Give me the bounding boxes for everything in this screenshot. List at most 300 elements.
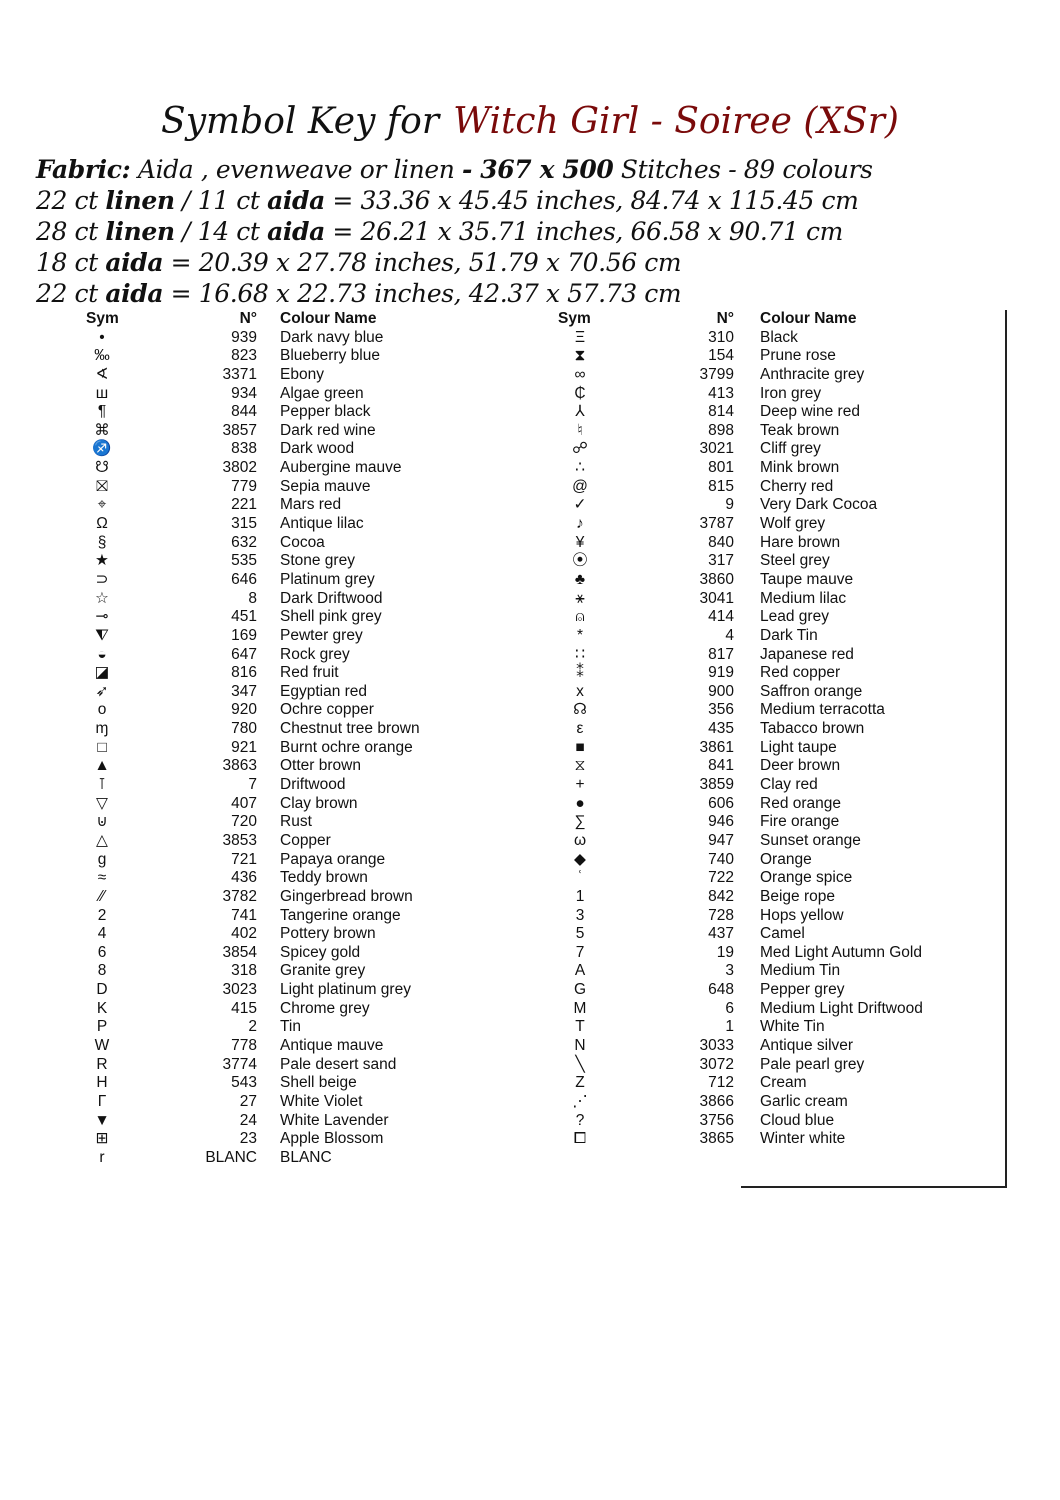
- dmc-number: 3866: [699, 1092, 734, 1110]
- colour-name: BLANC: [280, 1148, 332, 1166]
- size-line: [36, 216, 873, 247]
- symbol-glyph-icon: Ξ: [574, 328, 586, 346]
- colour-name: Pepper black: [280, 403, 371, 421]
- count: 18 ct: [36, 248, 106, 277]
- colour-name: Camel: [760, 925, 805, 943]
- colour-name: Aubergine mauve: [280, 459, 402, 477]
- dmc-number: 402: [231, 925, 257, 943]
- colour-name: Shell beige: [280, 1074, 357, 1092]
- size-line: [36, 247, 873, 278]
- size-line: [36, 185, 873, 216]
- fabric-label: Fabric:: [36, 155, 131, 184]
- symbol-glyph-icon: x: [576, 682, 584, 700]
- colour-name: Japanese red: [760, 645, 854, 663]
- dmc-number: 543: [231, 1074, 257, 1092]
- symbol-glyph-icon: ⛝: [96, 477, 108, 495]
- symbol-glyph-icon: P: [96, 1018, 108, 1036]
- dmc-number: 946: [708, 813, 734, 831]
- count: 22 ct: [36, 279, 106, 308]
- dmc-number: 647: [231, 645, 257, 663]
- colour-name: Medium lilac: [760, 589, 847, 607]
- dmc-number: 437: [708, 925, 734, 943]
- dmc-number: 169: [231, 626, 257, 644]
- symbol-glyph-icon: ⅄: [575, 403, 585, 421]
- dmc-number: 741: [231, 906, 257, 924]
- dmc-number: 606: [708, 794, 734, 812]
- dmc-number: 154: [708, 347, 734, 365]
- dmc-number: 3371: [222, 365, 257, 383]
- fabric-line: [36, 154, 873, 185]
- symbol-glyph-icon: ♐: [92, 440, 112, 458]
- symbol-glyph-icon: ⧠: [573, 1130, 587, 1148]
- colour-name: Cocoa: [280, 533, 325, 551]
- dmc-number: 815: [708, 477, 734, 495]
- symbol-glyph-icon: ⁑: [576, 664, 584, 682]
- dmc-number: 844: [231, 403, 257, 421]
- dmc-number: 840: [708, 533, 734, 551]
- symbol-glyph-icon: ∑: [574, 813, 586, 831]
- symbol-glyph-icon: ⊺: [97, 776, 107, 794]
- symbol-glyph-icon: □: [97, 738, 107, 756]
- colour-name: Tangerine orange: [280, 906, 401, 924]
- symbol-glyph-icon: 7: [575, 943, 585, 961]
- dmc-number: 842: [708, 887, 734, 905]
- colour-name: Antique lilac: [280, 515, 364, 533]
- dmc-number: 3802: [222, 459, 257, 477]
- symbol-glyph-icon: ■: [575, 738, 585, 756]
- symbol-glyph-icon: ⊍: [96, 813, 108, 831]
- separator: / 14 ct: [174, 217, 268, 246]
- separator: / 11 ct: [174, 186, 268, 215]
- colour-name: White Tin: [760, 1018, 825, 1036]
- colour-name: Stone grey: [280, 552, 355, 570]
- colour-name: Apple Blossom: [280, 1130, 384, 1148]
- colour-name: Pale pearl grey: [760, 1055, 865, 1073]
- dmc-number: 3861: [699, 738, 734, 756]
- symbol-glyph-icon: ∞: [574, 365, 586, 383]
- symbol-glyph-icon: ⊸: [95, 608, 109, 626]
- symbol-glyph-icon: △: [96, 831, 108, 849]
- colour-name: Cloud blue: [760, 1111, 835, 1129]
- colour-name: Sunset orange: [760, 831, 861, 849]
- page-title: [0, 96, 1060, 148]
- dmc-number: 740: [708, 850, 734, 868]
- dash: -: [462, 155, 481, 184]
- colour-name: Dark Driftwood: [280, 589, 383, 607]
- colour-name: Clay brown: [280, 794, 358, 812]
- dmc-number: 720: [231, 813, 257, 831]
- fabric-specs: [36, 154, 873, 309]
- symbol-glyph-icon: ♣: [574, 570, 586, 588]
- dmc-number: 817: [708, 645, 734, 663]
- dmc-number: 415: [231, 999, 257, 1017]
- dmc-number: 722: [708, 869, 734, 887]
- symbol-glyph-icon: ‰: [94, 347, 110, 365]
- colour-name: Dark Tin: [760, 626, 818, 644]
- colour-name: Red copper: [760, 664, 841, 682]
- colour-name: Steel grey: [760, 552, 830, 570]
- symbol-glyph-icon: ⋰: [572, 1092, 588, 1110]
- colour-name: Rust: [280, 813, 312, 831]
- colour-name: Egyptian red: [280, 682, 368, 700]
- dmc-number: 27: [239, 1092, 257, 1110]
- colour-name: Chestnut tree brown: [280, 720, 420, 738]
- dimensions: = 33.36 x 45.45 inches, 84.74 x 115.45 cm: [324, 186, 859, 215]
- dmc-number: 347: [231, 682, 257, 700]
- symbol-glyph-icon: 1: [575, 887, 585, 905]
- colour-name: Ebony: [280, 365, 324, 383]
- fabric-type: aida: [105, 248, 164, 277]
- symbol-glyph-icon: ☋: [95, 459, 109, 477]
- dmc-number: 3853: [222, 831, 257, 849]
- symbol-glyph-icon: W: [94, 1036, 110, 1054]
- header-colour-name: Colour Name: [760, 310, 857, 327]
- dmc-number: 646: [231, 570, 257, 588]
- colour-name: Pewter grey: [280, 626, 363, 644]
- symbol-glyph-icon: ¶: [97, 403, 107, 421]
- pattern-name: Witch Girl - Soiree (XSr): [453, 101, 899, 142]
- dimensions: = 26.21 x 35.71 inches, 66.58 x 90.71 cm: [324, 217, 843, 246]
- stitch-count: 367 x 500: [480, 155, 614, 184]
- fabric-type: linen: [105, 217, 175, 246]
- symbol-glyph-icon: 6: [97, 943, 107, 961]
- symbol-glyph-icon: ⦿: [572, 552, 588, 570]
- dmc-number: 3860: [699, 570, 734, 588]
- symbol-glyph-icon: ◒: [97, 645, 107, 663]
- dmc-number: 3072: [699, 1055, 734, 1073]
- dmc-number: 3854: [222, 943, 257, 961]
- dmc-number: 8: [248, 589, 257, 607]
- dmc-number: 317: [708, 552, 734, 570]
- size-line: [36, 278, 873, 309]
- symbol-glyph-icon: ☊: [573, 701, 587, 719]
- dmc-number: 19: [716, 943, 734, 961]
- dmc-number: 3023: [222, 981, 257, 999]
- dmc-number: 435: [708, 720, 734, 738]
- stitches-text: Stitches - 89 colours: [613, 155, 873, 184]
- colour-name: Pottery brown: [280, 925, 376, 943]
- colour-name: Medium Light Driftwood: [760, 999, 923, 1017]
- dmc-number: 898: [708, 421, 734, 439]
- colour-name: Pale desert sand: [280, 1055, 397, 1073]
- colour-name: Lead grey: [760, 608, 829, 626]
- colour-name: Blueberry blue: [280, 347, 380, 365]
- colour-name: Cream: [760, 1074, 807, 1092]
- count: 22 ct: [36, 186, 106, 215]
- symbol-glyph-icon: 4: [97, 925, 107, 943]
- symbol-glyph-icon: *: [576, 626, 584, 644]
- dmc-number: 3857: [222, 421, 257, 439]
- symbol-glyph-icon: ⁄⁄: [99, 887, 105, 905]
- symbol-glyph-icon: ♪: [576, 515, 584, 533]
- colour-name: Dark red wine: [280, 421, 376, 439]
- colour-name: Cherry red: [760, 477, 834, 495]
- symbol-glyph-icon: •: [99, 328, 105, 346]
- colour-name: Shell pink grey: [280, 608, 382, 626]
- symbol-glyph-icon: ⧨: [95, 626, 109, 644]
- colour-name: Med Light Autumn Gold: [760, 943, 922, 961]
- colour-name: Wolf grey: [760, 515, 826, 533]
- dmc-number: 900: [708, 682, 734, 700]
- colour-name: White Violet: [280, 1092, 363, 1110]
- colour-name: Beige rope: [760, 887, 835, 905]
- colour-name: Antique silver: [760, 1036, 854, 1054]
- dmc-number: 3033: [699, 1036, 734, 1054]
- dimensions: = 20.39 x 27.78 inches, 51.79 x 70.56 cm: [163, 248, 682, 277]
- header-number: N°: [239, 310, 257, 327]
- dmc-number: 7: [248, 776, 257, 794]
- colour-name: Very Dark Cocoa: [760, 496, 878, 514]
- dmc-number: 919: [708, 664, 734, 682]
- colour-name: White Lavender: [280, 1111, 389, 1129]
- colour-name: Cliff grey: [760, 440, 821, 458]
- symbol-glyph-icon: ∢: [95, 365, 109, 383]
- dmc-number: 934: [231, 384, 257, 402]
- colour-name: Sepia mauve: [280, 477, 371, 495]
- fabric-text: Aida , evenweave or linen: [130, 155, 462, 184]
- header-sym: Sym: [86, 310, 119, 327]
- symbol-glyph-icon: ▼: [94, 1111, 110, 1129]
- colour-name: Black: [760, 328, 798, 346]
- symbol-glyph-icon: ╲: [575, 1055, 585, 1073]
- symbol-glyph-icon: g: [97, 850, 107, 868]
- colour-name: Red fruit: [280, 664, 339, 682]
- symbol-glyph-icon: K: [96, 999, 108, 1017]
- dmc-number: 712: [708, 1074, 734, 1092]
- dimensions: = 16.68 x 22.73 inches, 42.37 x 57.73 cm: [163, 279, 682, 308]
- header-sym: Sym: [558, 310, 591, 327]
- fabric-type: aida: [267, 217, 325, 246]
- symbol-glyph-icon: ➶: [95, 682, 109, 700]
- colour-name: Teddy brown: [280, 869, 368, 887]
- dmc-number: 3: [725, 962, 734, 980]
- colour-name: Tin: [280, 1018, 301, 1036]
- symbol-glyph-icon: r: [99, 1148, 105, 1166]
- dmc-number: 841: [708, 757, 734, 775]
- header-number: N°: [716, 310, 734, 327]
- colour-name: Prune rose: [760, 347, 836, 365]
- dmc-number: 920: [231, 701, 257, 719]
- dmc-number: 3774: [222, 1055, 257, 1073]
- colour-name: Mink brown: [760, 459, 840, 477]
- symbol-glyph-icon: N: [574, 1036, 586, 1054]
- colour-name: Driftwood: [280, 776, 346, 794]
- colour-name: Spicey gold: [280, 943, 361, 961]
- dmc-number: 3865: [699, 1130, 734, 1148]
- dmc-number: 315: [231, 515, 257, 533]
- colour-name: Rock grey: [280, 645, 350, 663]
- symbol-glyph-icon: ⧖: [574, 757, 586, 775]
- dmc-number: 23: [239, 1130, 257, 1148]
- dmc-number: 778: [231, 1036, 257, 1054]
- symbol-glyph-icon: ☆: [95, 589, 109, 607]
- symbol-glyph-icon: 3: [575, 906, 585, 924]
- symbol-glyph-icon: ⍝: [575, 608, 585, 626]
- symbol-glyph-icon: Γ: [97, 1092, 107, 1110]
- symbol-glyph-icon: ⧗: [574, 347, 586, 365]
- symbol-glyph-icon: ▽: [96, 794, 108, 812]
- symbol-glyph-icon: ●: [575, 794, 585, 812]
- colour-name: Platinum grey: [280, 570, 375, 588]
- colour-name: Dark wood: [280, 440, 355, 458]
- symbol-glyph-icon: D: [96, 981, 108, 999]
- colour-name: Granite grey: [280, 962, 366, 980]
- dmc-number: 801: [708, 459, 734, 477]
- symbol-glyph-icon: ?: [575, 1111, 585, 1129]
- symbol-glyph-icon: ₵: [574, 384, 586, 402]
- colour-name: Anthracite grey: [760, 365, 865, 383]
- symbol-glyph-icon: ¥: [575, 533, 585, 551]
- dmc-number: 780: [231, 720, 257, 738]
- dmc-number: 3756: [699, 1111, 734, 1129]
- colour-name: Burnt ochre orange: [280, 738, 413, 756]
- colour-name: Winter white: [760, 1130, 846, 1148]
- dmc-number: 921: [231, 738, 257, 756]
- symbol-glyph-icon: ☍: [572, 440, 588, 458]
- symbol-glyph-icon: ∷: [575, 645, 585, 663]
- symbol-glyph-icon: ⌖: [97, 496, 107, 514]
- dmc-number: 728: [708, 906, 734, 924]
- dmc-number: 838: [231, 440, 257, 458]
- dmc-number: 3799: [699, 365, 734, 383]
- dmc-number: 4: [725, 626, 734, 644]
- symbol-glyph-icon: ∴: [575, 459, 585, 477]
- colour-name: Light taupe: [760, 738, 837, 756]
- symbol-glyph-icon: M: [573, 999, 587, 1017]
- colour-name: Hops yellow: [760, 906, 844, 924]
- dmc-number: 947: [708, 831, 734, 849]
- dmc-number: 648: [708, 981, 734, 999]
- colour-name: Iron grey: [760, 384, 822, 402]
- colour-name: Tabacco brown: [760, 720, 865, 738]
- symbol-glyph-icon: ⊃: [95, 570, 109, 588]
- colour-name: Garlic cream: [760, 1092, 848, 1110]
- symbol-glyph-icon: ◆: [574, 850, 586, 868]
- fabric-type: aida: [267, 186, 325, 215]
- symbol-glyph-icon: o: [97, 701, 107, 719]
- symbol-glyph-icon: ⊞: [95, 1130, 109, 1148]
- symbol-glyph-icon: G: [573, 981, 587, 999]
- symbol-glyph-icon: @: [572, 477, 588, 495]
- dmc-number: 3782: [222, 887, 257, 905]
- symbol-glyph-icon: Z: [575, 1074, 585, 1092]
- symbol-glyph-icon: ш: [95, 384, 109, 402]
- dmc-number: 3787: [699, 515, 734, 533]
- symbol-glyph-icon: 8: [97, 962, 107, 980]
- colour-name: Deer brown: [760, 757, 841, 775]
- colour-name: Deep wine red: [760, 403, 860, 421]
- dmc-number: 632: [231, 533, 257, 551]
- symbol-glyph-icon: ɱ: [95, 720, 109, 738]
- dmc-number: 436: [231, 869, 257, 887]
- dmc-number: 814: [708, 403, 734, 421]
- dmc-number: 414: [708, 608, 734, 626]
- symbol-glyph-icon: ★: [95, 552, 109, 570]
- dmc-number: 721: [231, 850, 257, 868]
- dmc-number: 407: [231, 794, 257, 812]
- colour-name: Antique mauve: [280, 1036, 384, 1054]
- dmc-number: 221: [231, 496, 257, 514]
- colour-name: Dark navy blue: [280, 328, 384, 346]
- dmc-number: 413: [708, 384, 734, 402]
- colour-name: Taupe mauve: [760, 570, 854, 588]
- colour-name: Teak brown: [760, 421, 840, 439]
- dmc-number: 535: [231, 552, 257, 570]
- dmc-number: 451: [231, 608, 257, 626]
- symbol-glyph-icon: 5: [575, 925, 585, 943]
- colour-name: Hare brown: [760, 533, 841, 551]
- symbol-glyph-icon: A: [574, 962, 586, 980]
- symbol-glyph-icon: §: [97, 533, 107, 551]
- colour-name: Fire orange: [760, 813, 840, 831]
- colour-name: Saffron orange: [760, 682, 863, 700]
- colour-name: Otter brown: [280, 757, 361, 775]
- symbol-glyph-icon: H: [96, 1074, 108, 1092]
- symbol-glyph-icon: ≈: [97, 869, 107, 887]
- dmc-number: 318: [231, 962, 257, 980]
- title-prefix: Symbol Key for: [161, 101, 440, 142]
- symbol-glyph-icon: ⌘: [94, 421, 110, 439]
- colour-name: Red orange: [760, 794, 842, 812]
- colour-name: Papaya orange: [280, 850, 386, 868]
- symbol-glyph-icon: ◪: [94, 664, 110, 682]
- colour-name: Copper: [280, 831, 331, 849]
- dmc-number: 356: [708, 701, 734, 719]
- count: 28 ct: [36, 217, 106, 246]
- frame-border-right: [1005, 310, 1007, 1188]
- colour-name: Ochre copper: [280, 701, 374, 719]
- dmc-number: 310: [708, 328, 734, 346]
- symbol-glyph-icon: ▲: [94, 757, 110, 775]
- symbol-glyph-icon: ♮: [577, 421, 583, 439]
- symbol-glyph-icon: +: [575, 776, 585, 794]
- symbol-glyph-icon: ω: [573, 831, 587, 849]
- colour-name: Mars red: [280, 496, 342, 514]
- dmc-number: 1: [725, 1018, 734, 1036]
- colour-name: Clay red: [760, 776, 818, 794]
- colour-name: Algae green: [280, 384, 364, 402]
- colour-name: Pepper grey: [760, 981, 845, 999]
- frame-border-bottom: [741, 1186, 1007, 1188]
- dmc-number: BLANC: [205, 1148, 257, 1166]
- symbol-glyph-icon: ε: [576, 720, 584, 738]
- dmc-number: 6: [725, 999, 734, 1017]
- colour-name: Medium Tin: [760, 962, 841, 980]
- colour-name: Orange spice: [760, 869, 853, 887]
- dmc-number: 939: [231, 328, 257, 346]
- symbol-glyph-icon: ✓: [573, 496, 587, 514]
- symbol-glyph-icon: R: [96, 1055, 108, 1073]
- dmc-number: 3021: [699, 440, 734, 458]
- fabric-type: aida: [105, 279, 164, 308]
- dmc-number: 779: [231, 477, 257, 495]
- colour-name: Gingerbread brown: [280, 887, 413, 905]
- dmc-number: 823: [231, 347, 257, 365]
- symbol-glyph-icon: ⚹: [575, 589, 585, 607]
- dmc-number: 3863: [222, 757, 257, 775]
- symbol-glyph-icon: ʿ: [577, 869, 583, 887]
- dmc-number: 24: [239, 1111, 257, 1129]
- dmc-number: 2: [248, 1018, 257, 1036]
- colour-name: Orange: [760, 850, 812, 868]
- dmc-number: 816: [231, 664, 257, 682]
- symbol-glyph-icon: 2: [97, 906, 107, 924]
- dmc-number: 9: [725, 496, 734, 514]
- symbol-glyph-icon: T: [575, 1018, 585, 1036]
- dmc-number: 3041: [699, 589, 734, 607]
- colour-name: Medium terracotta: [760, 701, 885, 719]
- fabric-type: linen: [105, 186, 175, 215]
